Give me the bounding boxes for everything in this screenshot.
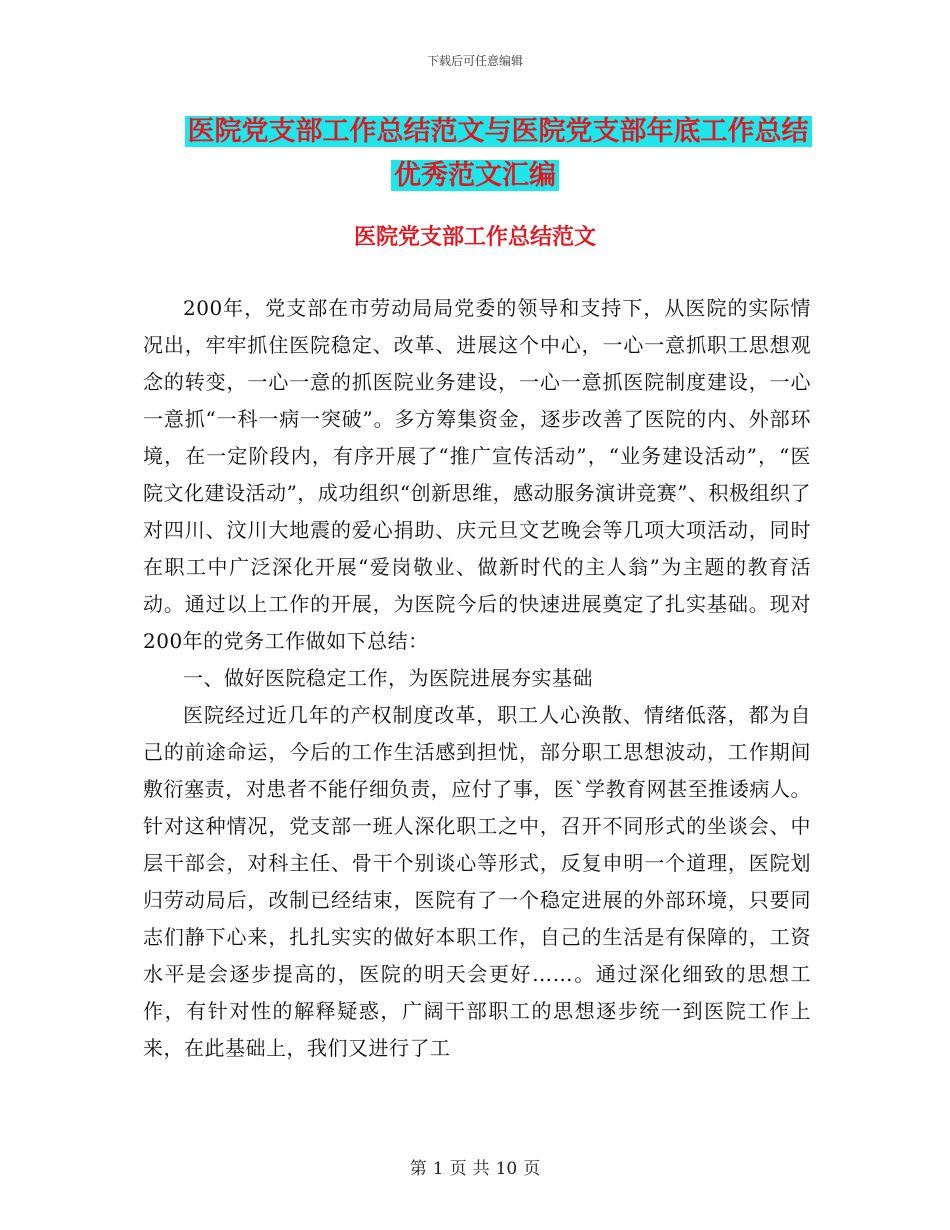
footer-page-label: 第 [409,1159,427,1179]
paragraph: 医院经过近几年的产权制度改革，职工人心涣散、情绪低落，都为自己的前途命运，今后的工作生活感到担忧，部分职工思想波动，工作期间敷衍塞责，对患者不能仔细负责，应付了事，医`学教育网甚至推诿病人。针对这种情况，党支部一班人深化职工之中，召开不同形式的坐谈会、中层干部会，对科主任、骨干个别谈心等形式，反复申明一个道理，医院划归劳动局后，改制已经结束，医院有了一个稳定进展的外部环境，只要同志们静下心来，扎扎实实的做好本职工作，自己的生活是有保障的，工资水平是会逐步提高的，医院的明天会更好……。通过深化细致的思想工作，有针对性的解释疑惑，广阔干部职工的思想逐步统一到医院工作上来，在此基础上，我们又进行了工 [143,703,811,1060]
body-text [143,290,811,1067]
paragraph: 200年，党支部在市劳动局局党委的领导和支持下，从医院的实际情况出，牢牢抓住医院稳定、改革、进展这个中心，一心一意抓职工思想观念的转变，一心一意的抓医院业务建设，一心一意抓医院制度建设，一心一意抓“一科一病一突破”。多方筹集资金，逐步改善了医院的内、外部环境，在一定阶段内，有序开展了“推广宣传活动”，“业务建设活动”，“医院文化建设活动”，成功组织“创新思维，感动服务演讲竞赛”、积极组织了对四川、汶川大地震的爱心捐助、庆元旦文艺晚会等几项大项活动，同时在职工中广泛深化开展“爱岗敬业、做新时代的主人翁”为主题的教育活动。通过以上工作的开展，为医院今后的快速进展奠定了扎实基础。现对200年的党务工作做如下总结： [143,296,811,653]
paragraph-heading: 一、做好医院稳定工作，为医院进展夯实基础 [183,666,593,690]
section-title: 医院党支部工作总结范文 [353,224,596,250]
footer-page-number: 1 [432,1159,444,1179]
footer-total-pages: 10 [495,1159,518,1179]
document-title [0,110,950,198]
footer-total-unit: 页 [523,1159,541,1179]
title-line-2: 优秀范文汇编 [391,160,559,191]
footer-total-label: 共 [472,1159,490,1179]
title-line-1: 医院党支部工作总结范文与医院党支部年底工作总结 [185,116,812,147]
footer-page-unit: 页 [449,1159,467,1179]
page-footer [0,1154,950,1179]
header-note: 下载后可任意编辑 [426,54,523,68]
